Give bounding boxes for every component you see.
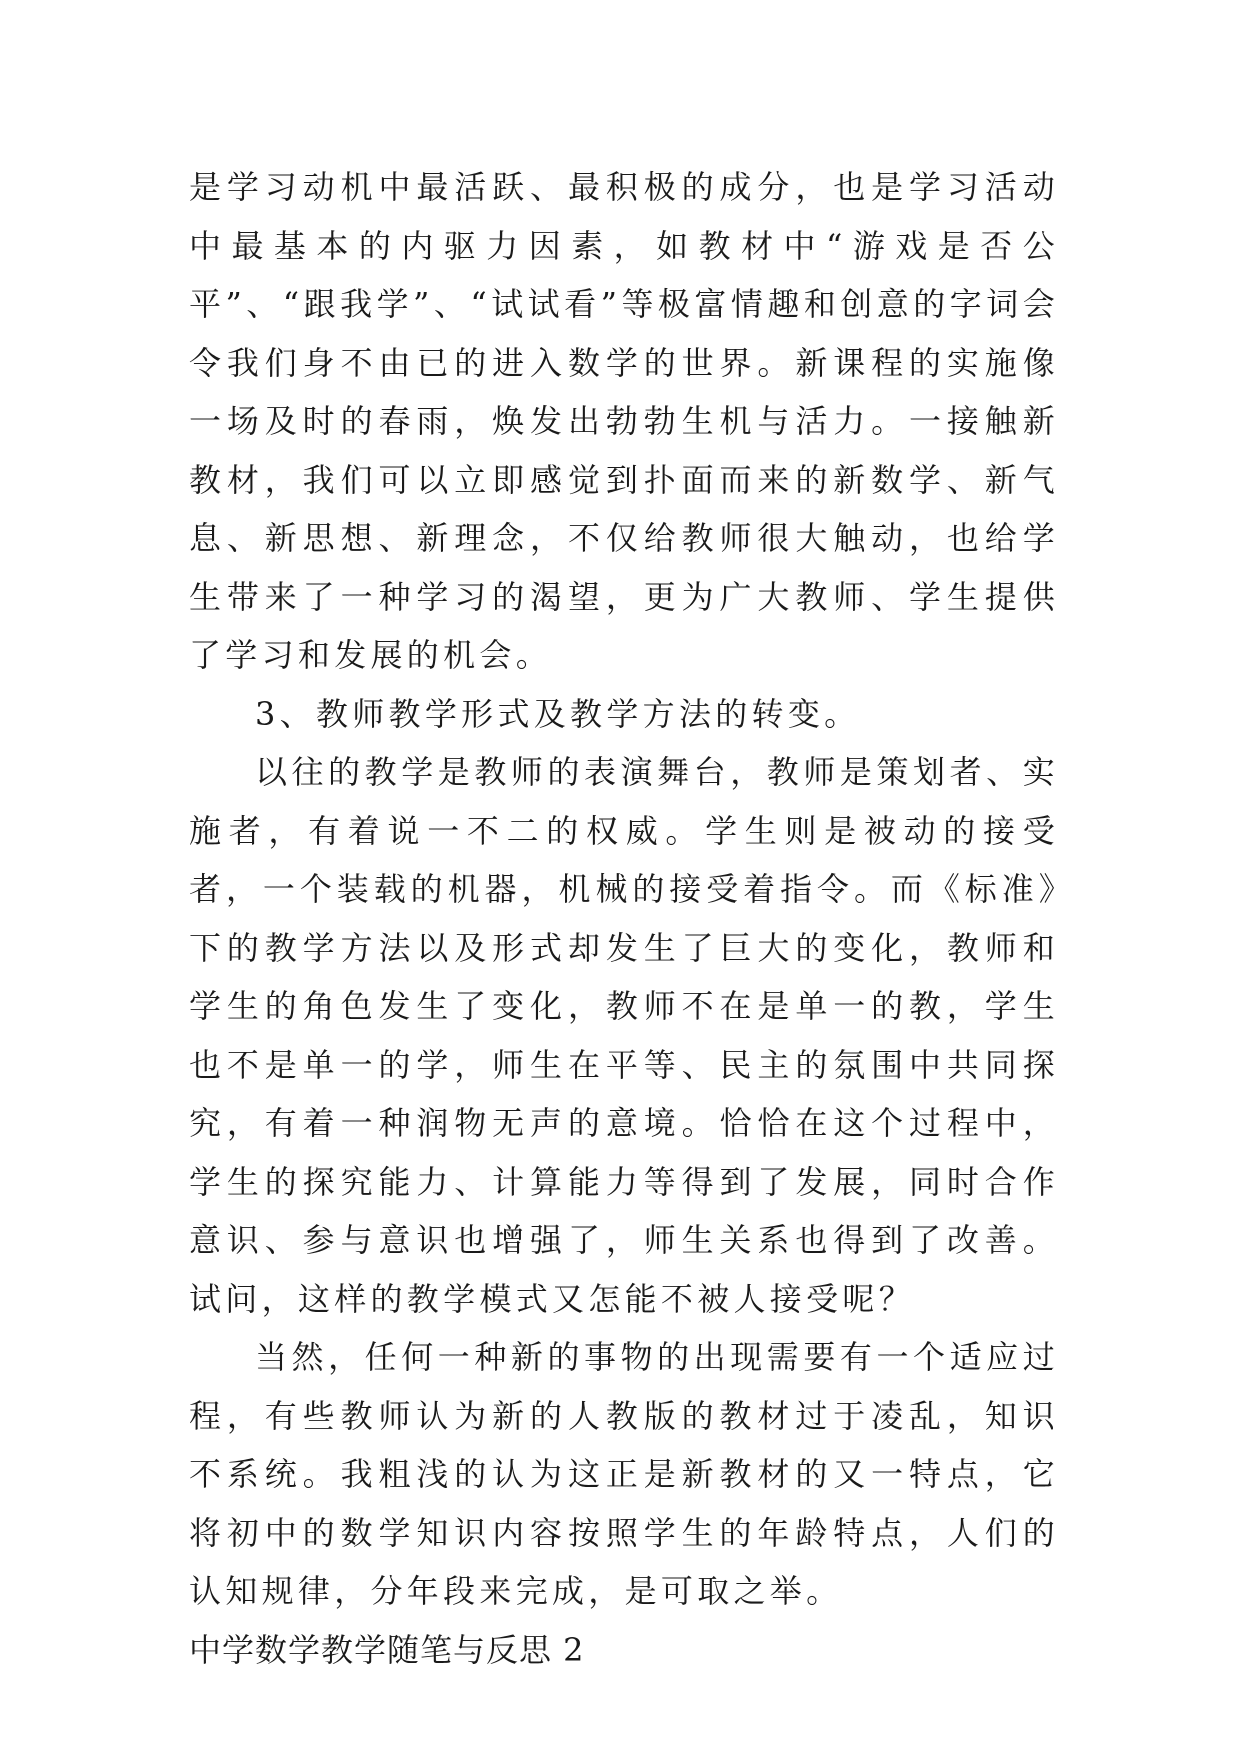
paragraph-new-textbook: 当然，任何一种新的事物的出现需要有一个适应过程，有些教师认为新的人教版的教材过于凌乱，知识不系统。我粗浅的认为这正是新教材的又一特点，它将初中的数学知识内容按照学生的年龄特点，人们的认知规律，分年段来完成，是可取之举。 [189,1338,1059,1610]
paragraph-continuation: 是学习动机中最活跃、最积极的成分，也是学习活动中最基本的内驱力因素，如教材中“游戏是否公平”、“跟我学”、“试试看”等极富情趣和创意的字词会令我们身不由已的进入数学的世界。新课程的实施像一场及时的春雨，焕发出勃勃生机与活力。一接触新教材，我们可以立即感觉到扑面而来的新数学、新气息、新思想、新理念，不仅给教师很大触动，也给学生带来了一种学习的渴望，更为广大教师、学生提供了学习和发展的机会。 [189,168,1059,674]
paragraph-teaching-methods: 以往的教学是教师的表演舞台，教师是策划者、实施者，有着说一不二的权威。学生则是被动的接受者，一个装载的机器，机械的接受着指令。而《标准》下的教学方法以及形式却发生了巨大的变化，教师和学生的角色发生了变化，教师不在是单一的教，学生也不是单一的学，师生在平等、民主的氛围中共同探究，有着一种润物无声的意境。恰恰在这个过程中，学生的探究能力、计算能力等得到了发展，同时合作意识、参与意识也增强了，师生关系也得到了改善。试问，这样的教学模式又怎能不被人接受呢？ [189,753,1059,1318]
section-title: 中学数学教学随笔与反思 2 [189,1630,585,1669]
paragraph-point-3: 3、教师教学形式及教学方法的转变。 [255,694,861,733]
document-body [189,158,1059,1679]
